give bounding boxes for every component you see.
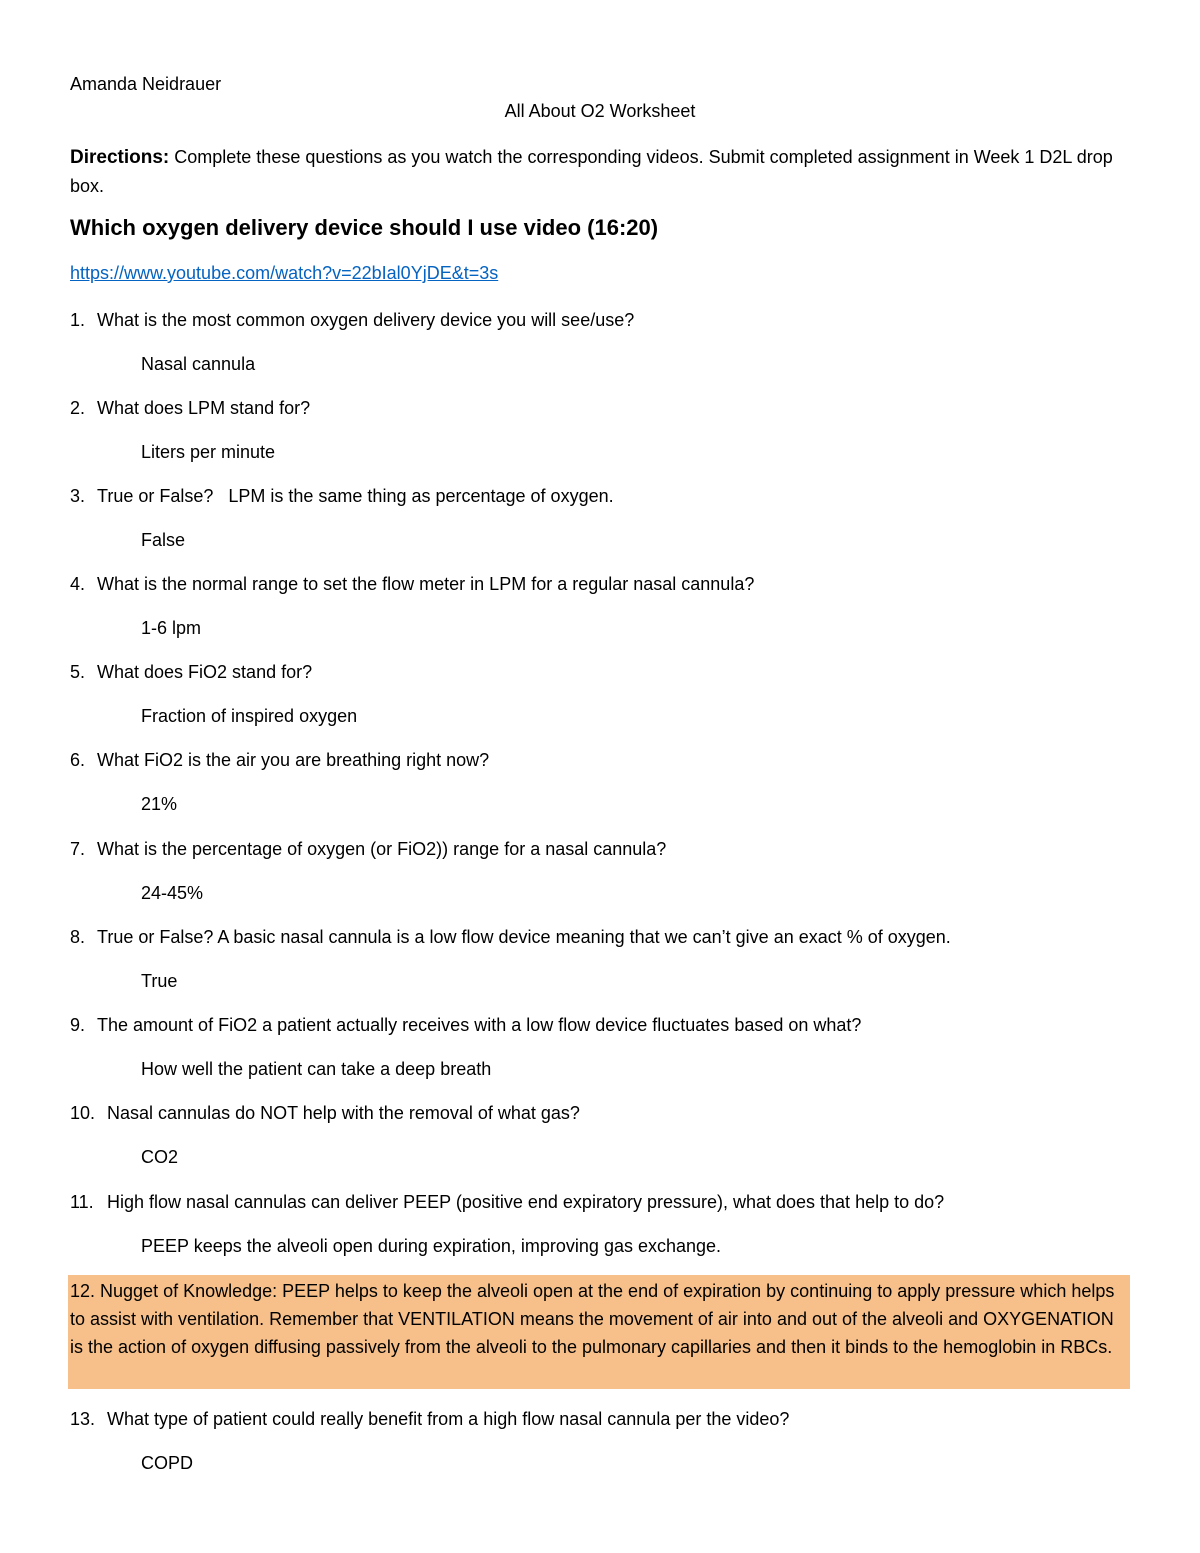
answer-4: 1-6 lpm — [141, 618, 202, 638]
answer-5: Fraction of inspired oxygen — [141, 706, 358, 726]
nugget-text: 12. Nugget of Knowledge: PEEP helps to keep the alveoli open at the end of expiration by continuing to apply pressure which helps to assist with ventilation. Remember that VENTILATION means the movement of air into and out of the alveoli and OXYGENATION is the action of oxygen diffusing passively from the alveoli to the pulmonary capillaries and then it binds to the hemoglobin in RBCs. — [70, 1281, 1115, 1357]
question-7 — [70, 838, 1130, 860]
question-text: What does LPM stand for? — [97, 398, 311, 418]
answer-6: 21% — [141, 794, 178, 814]
question-text: What is the normal range to set the flow meter in LPM for a regular nasal cannula? — [97, 574, 755, 594]
answer-11: PEEP keeps the alveoli open during expiration, improving gas exchange. — [141, 1236, 722, 1256]
answer-8: True — [141, 971, 178, 991]
answer-7: 24-45% — [141, 883, 204, 903]
question-number: 3. — [70, 486, 86, 506]
question-11 — [70, 1191, 1130, 1213]
video-link[interactable]: https://www.youtube.com/watch?v=22bIal0YjDE&t=3s — [70, 263, 499, 283]
question-number: 10. — [70, 1103, 96, 1123]
question-number: 5. — [70, 662, 86, 682]
question-text: What is the percentage of oxygen (or FiO2)) range for a nasal cannula? — [97, 839, 667, 859]
question-text: True or False? A basic nasal cannula is a low flow device meaning that we can’t give an exact % of oxygen. — [97, 927, 951, 947]
question-number: 11. — [70, 1192, 94, 1212]
directions-text: Complete these questions as you watch the corresponding videos. Submit completed assignment in Week 1 D2L drop box. — [70, 147, 1113, 196]
question-text: Nasal cannulas do NOT help with the removal of what gas? — [107, 1103, 580, 1123]
directions-paragraph — [70, 143, 1130, 200]
question-number: 1. — [70, 310, 86, 330]
question-number: 13. — [70, 1409, 96, 1429]
question-10 — [70, 1102, 1130, 1124]
question-text: What type of patient could really benefit from a high flow nasal cannula per the video? — [107, 1409, 790, 1429]
question-text: What FiO2 is the air you are breathing right now? — [97, 750, 490, 770]
question-8 — [70, 926, 1130, 948]
answer-3: False — [141, 530, 186, 550]
answer-2: Liters per minute — [141, 442, 276, 462]
question-9 — [70, 1014, 1130, 1036]
question-3 — [70, 485, 1130, 507]
question-5 — [70, 661, 1130, 683]
question-text: High flow nasal cannulas can deliver PEEP (positive end expiratory pressure), what does that help to do? — [107, 1192, 945, 1212]
question-number: 9. — [70, 1015, 86, 1035]
question-number: 7. — [70, 839, 86, 859]
question-1 — [70, 309, 1130, 331]
question-text: True or False? LPM is the same thing as percentage of oxygen. — [97, 486, 614, 506]
answer-9: How well the patient can take a deep breath — [141, 1059, 492, 1079]
question-4 — [70, 573, 1130, 595]
question-number: 6. — [70, 750, 86, 770]
question-13 — [70, 1408, 1130, 1430]
nugget-of-knowledge — [68, 1275, 1130, 1389]
question-2 — [70, 397, 1130, 419]
author-name: Amanda Neidrauer — [70, 74, 222, 94]
directions-label: Directions: — [70, 147, 170, 168]
question-number: 8. — [70, 927, 86, 947]
question-text: What is the most common oxygen delivery device you will see/use? — [97, 310, 635, 330]
question-text: The amount of FiO2 a patient actually receives with a low flow device fluctuates based on what? — [97, 1015, 862, 1035]
video-heading: Which oxygen delivery device should I use video (16:20) — [70, 215, 659, 240]
answer-1: Nasal cannula — [141, 354, 256, 374]
question-number: 4. — [70, 574, 86, 594]
question-number: 2. — [70, 398, 86, 418]
document-title: All About O2 Worksheet — [504, 101, 696, 121]
answer-13: COPD — [141, 1453, 194, 1473]
question-6 — [70, 749, 1130, 771]
answer-10: CO2 — [141, 1147, 179, 1167]
question-text: What does FiO2 stand for? — [97, 662, 313, 682]
